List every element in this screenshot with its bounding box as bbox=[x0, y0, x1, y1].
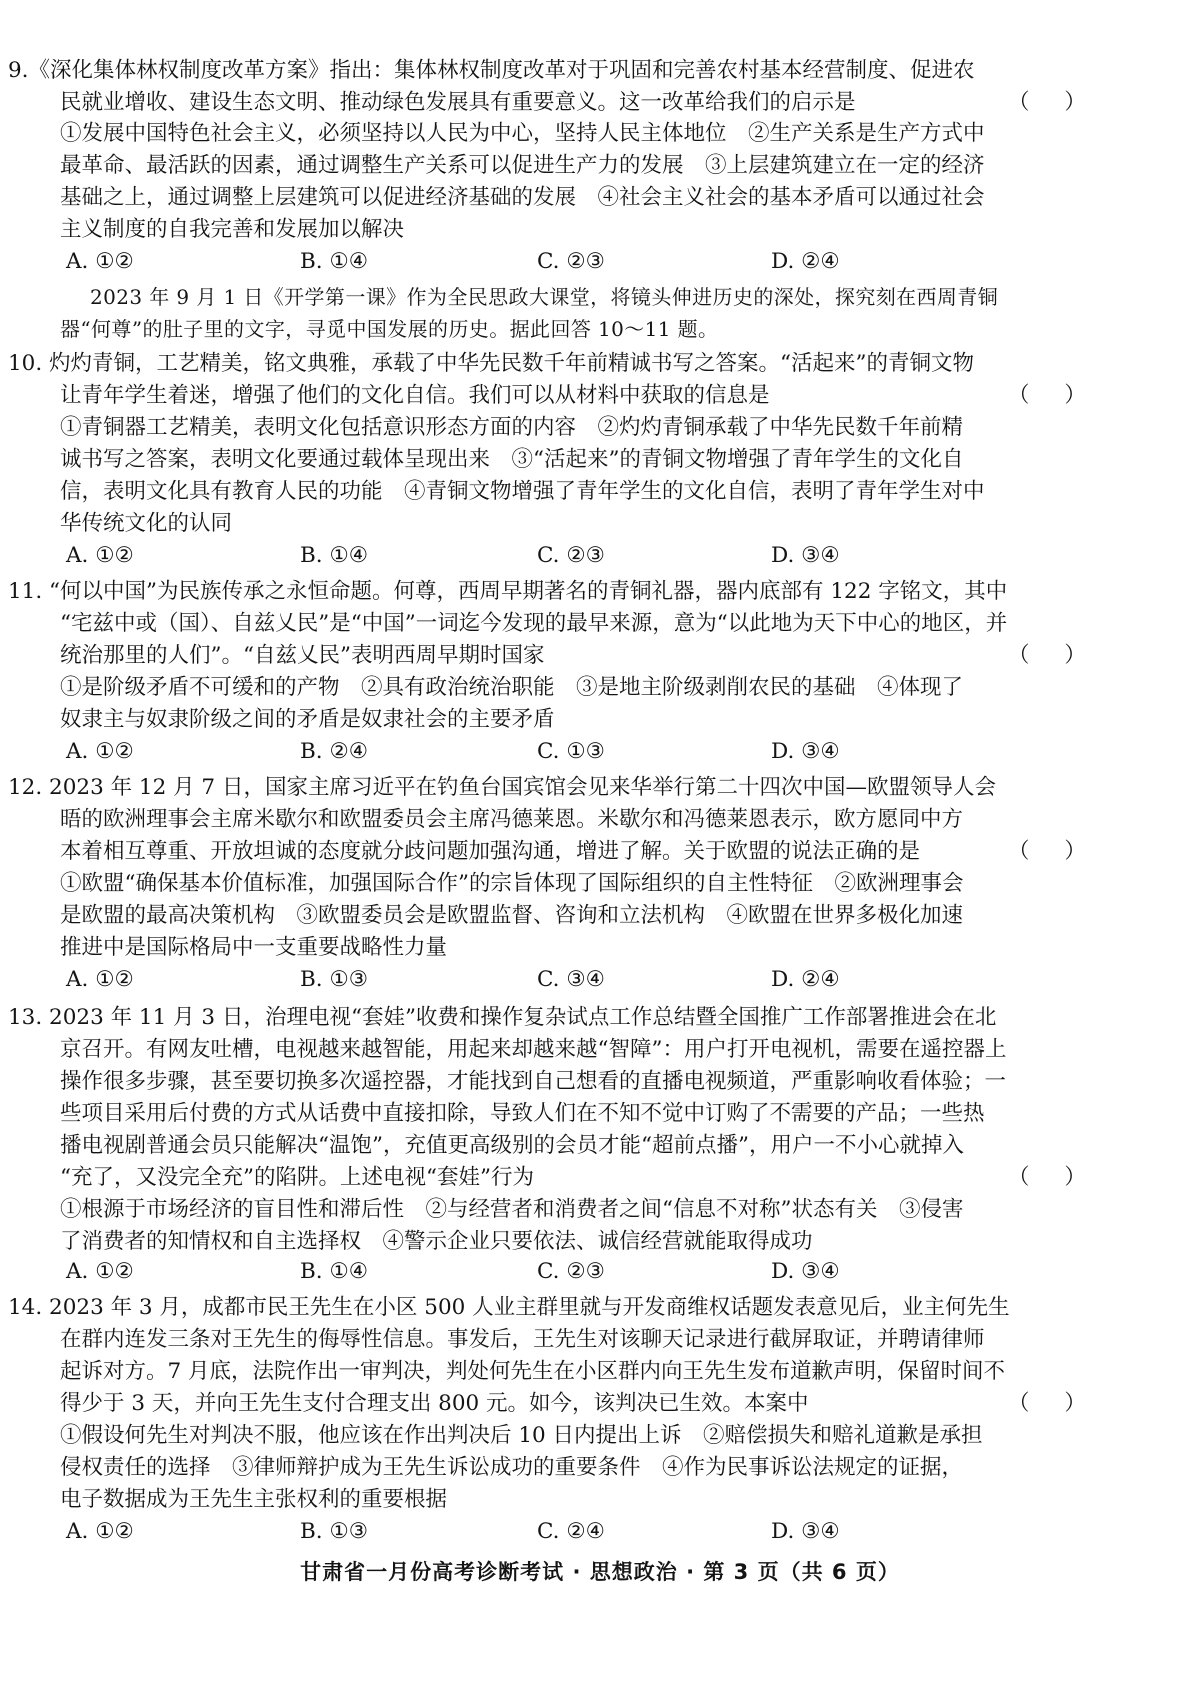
answer-bracket: （ ） bbox=[1008, 1391, 1100, 1416]
question-text-line: 晤的欧洲理事会主席米歇尔和欧盟委员会主席冯德莱恩。米歇尔和冯德莱恩表示，欧方愿同中方 bbox=[60, 807, 964, 832]
option-d: D. ③④ bbox=[771, 1519, 840, 1544]
statement-line: 是欧盟的最高决策机构 ③欧盟委员会是欧盟监督、咨询和立法机构 ④欧盟在世界多极化加速 bbox=[60, 903, 964, 928]
statement-line: 华传统文化的认同 bbox=[60, 511, 233, 536]
question-text-line: “宅兹中或（国）、自兹乂民”是“中国”一词迄今发现的最早来源，意为“以此地为天下中心的地区，并 bbox=[60, 611, 1008, 636]
option-b: B. ①④ bbox=[300, 543, 369, 568]
statement-line: ①假设何先生对判决不服，他应该在作出判决后 10 日内提出上诉 ②赔偿损失和赔礼道歉是承担 bbox=[60, 1423, 983, 1448]
option-c: C. ③④ bbox=[537, 967, 605, 992]
answer-bracket: （ ） bbox=[1008, 643, 1100, 668]
question-text-line: 京召开。有网友吐槽，电视越来越智能，用起来却越来越“智障”：用户打开电视机，需要在遥控器上 bbox=[60, 1037, 1007, 1062]
option-b: B. ①③ bbox=[300, 967, 369, 992]
question-text-line: 10. 灼灼青铜，工艺精美，铭文典雅，承载了中华先民数千年前精诚书写之答案。“活起来”的青铜文物 bbox=[8, 351, 975, 376]
option-d: D. ③④ bbox=[771, 543, 840, 568]
question-text-line: 播电视剧普通会员只能解决“温饱”，充值更高级别的会员才能“超前点播”，用户一不小心就掉入 bbox=[60, 1133, 964, 1158]
option-b: B. ②④ bbox=[300, 739, 369, 764]
answer-bracket: （ ） bbox=[1008, 1165, 1100, 1190]
question-text-line: 操作很多步骤，甚至要切换多次遥控器，才能找到自己想看的直播电视频道，严重影响收看体验；一 bbox=[60, 1069, 1007, 1094]
statement-line: 信，表明文化具有教育人民的功能 ④青铜文物增强了青年学生的文化自信，表明了青年学生对中 bbox=[60, 479, 985, 504]
option-d: D. ②④ bbox=[771, 967, 840, 992]
question-text-line: 民就业增收、建设生态文明、推动绿色发展具有重要意义。这一改革给我们的启示是 bbox=[60, 90, 856, 115]
option-c: C. ①③ bbox=[537, 739, 605, 764]
statement-line: ①欧盟“确保基本价值标准，加强国际合作”的宗旨体现了国际组织的自主性特征 ②欧洲理事会 bbox=[60, 871, 964, 896]
question-text-line: 11. “何以中国”为民族传承之永恒命题。何尊，西周早期著名的青铜礼器，器内底部有 122 字铭文，其中 bbox=[8, 579, 1008, 604]
answer-bracket: （ ） bbox=[1008, 90, 1100, 115]
option-a: A. ①② bbox=[66, 249, 134, 274]
option-b: B. ①③ bbox=[300, 1519, 369, 1544]
option-b: B. ①④ bbox=[300, 1259, 369, 1284]
statement-line: 电子数据成为王先生主张权利的重要根据 bbox=[60, 1487, 448, 1512]
question-text-line: 13. 2023 年 11 月 3 日，治理电视“套娃”收费和操作复杂试点工作总结暨全国推广工作部署推进会在北 bbox=[8, 1005, 997, 1030]
statement-line: 推进中是国际格局中一支重要战略性力量 bbox=[60, 935, 448, 960]
option-c: C. ②③ bbox=[537, 1259, 605, 1284]
answer-bracket: （ ） bbox=[1008, 383, 1100, 408]
statement-line: ①根源于市场经济的盲目性和滞后性 ②与经营者和消费者之间“信息不对称”状态有关 ③侵害 bbox=[60, 1197, 964, 1222]
question-text-line: 在群内连发三条对王先生的侮辱性信息。事发后，王先生对该聊天记录进行截屏取证，并聘请律师 bbox=[60, 1327, 985, 1352]
question-text-line: 起诉对方。7 月底，法院作出一审判决，判处何先生在小区群内向王先生发布道歉声明，保留时间不 bbox=[60, 1359, 1006, 1384]
intro-line: 2023 年 9 月 1 日《开学第一课》作为全民思政大课堂，将镜头伸进历史的深处，探究刻在西周青铜 bbox=[90, 285, 999, 309]
option-d: D. ③④ bbox=[771, 1259, 840, 1284]
option-a: A. ①② bbox=[66, 543, 134, 568]
question-text-line: “充了，又没完全充”的陷阱。上述电视“套娃”行为 bbox=[60, 1165, 534, 1190]
option-a: A. ①② bbox=[66, 739, 134, 764]
option-c: C. ②③ bbox=[537, 249, 605, 274]
question-text-line: 本着相互尊重、开放坦诚的态度就分歧问题加强沟通，增进了解。关于欧盟的说法正确的是 bbox=[60, 839, 921, 864]
statement-line: ①发展中国特色社会主义，必须坚持以人民为中心，坚持人民主体地位 ②生产关系是生产方式中 bbox=[60, 121, 985, 146]
option-d: D. ②④ bbox=[771, 249, 840, 274]
statement-line: 了消费者的知情权和自主选择权 ④警示企业只要依法、诚信经营就能取得成功 bbox=[60, 1229, 813, 1254]
question-text-line: 让青年学生着迷，增强了他们的文化自信。我们可以从材料中获取的信息是 bbox=[60, 383, 770, 408]
answer-bracket: （ ） bbox=[1008, 839, 1100, 864]
question-text-line: 14. 2023 年 3 月，成都市民王先生在小区 500 人业主群里就与开发商维权话题发表意见后，业主何先生 bbox=[8, 1295, 1010, 1320]
option-a: A. ①② bbox=[66, 1259, 134, 1284]
question-text-line: 9.《深化集体林权制度改革方案》指出：集体林权制度改革对于巩固和完善农村基本经营制度、促进农 bbox=[8, 58, 975, 83]
option-b: B. ①④ bbox=[300, 249, 369, 274]
page-footer: 甘肃省一月份高考诊断考试 · 思想政治 · 第 3 页（共 6 页） bbox=[300, 1560, 900, 1584]
option-d: D. ③④ bbox=[771, 739, 840, 764]
intro-line: 器“何尊”的肚子里的文字，寻觅中国发展的历史。据此回答 10～11 题。 bbox=[60, 317, 719, 341]
statement-line: 基础之上，通过调整上层建筑可以促进经济基础的发展 ④社会主义社会的基本矛盾可以通过社会 bbox=[60, 185, 985, 210]
statement-line: 奴隶主与奴隶阶级之间的矛盾是奴隶社会的主要矛盾 bbox=[60, 707, 555, 732]
question-text-line: 统治那里的人们”。“自兹乂民”表明西周早期时国家 bbox=[60, 643, 545, 668]
option-a: A. ①② bbox=[66, 967, 134, 992]
question-text-line: 些项目采用后付费的方式从话费中直接扣除，导致人们在不知不觉中订购了不需要的产品；一些热 bbox=[60, 1101, 985, 1126]
question-text-line: 12. 2023 年 12 月 7 日，国家主席习近平在钓鱼台国宾馆会见来华举行第二十四次中国—欧盟领导人会 bbox=[8, 775, 996, 800]
statement-line: 侵权责任的选择 ③律师辩护成为王先生诉讼成功的重要条件 ④作为民事诉讼法规定的证据， bbox=[60, 1455, 964, 1480]
option-c: C. ②③ bbox=[537, 543, 605, 568]
statement-line: 主义制度的自我完善和发展加以解决 bbox=[60, 217, 405, 242]
statement-line: 最革命、最活跃的因素，通过调整生产关系可以促进生产力的发展 ③上层建筑建立在一定的经济 bbox=[60, 153, 985, 178]
option-a: A. ①② bbox=[66, 1519, 134, 1544]
statement-line: ①是阶级矛盾不可缓和的产物 ②具有政治统治职能 ③是地主阶级剥削农民的基础 ④体现了 bbox=[60, 675, 964, 700]
question-text-line: 得少于 3 天，并向王先生支付合理支出 800 元。如今，该判决已生效。本案中 bbox=[60, 1391, 809, 1416]
statement-line: ①青铜器工艺精美，表明文化包括意识形态方面的内容 ②灼灼青铜承载了中华先民数千年前精 bbox=[60, 415, 964, 440]
statement-line: 诚书写之答案，表明文化要通过载体呈现出来 ③“活起来”的青铜文物增强了青年学生的文化自 bbox=[60, 447, 964, 472]
option-c: C. ②④ bbox=[537, 1519, 605, 1544]
